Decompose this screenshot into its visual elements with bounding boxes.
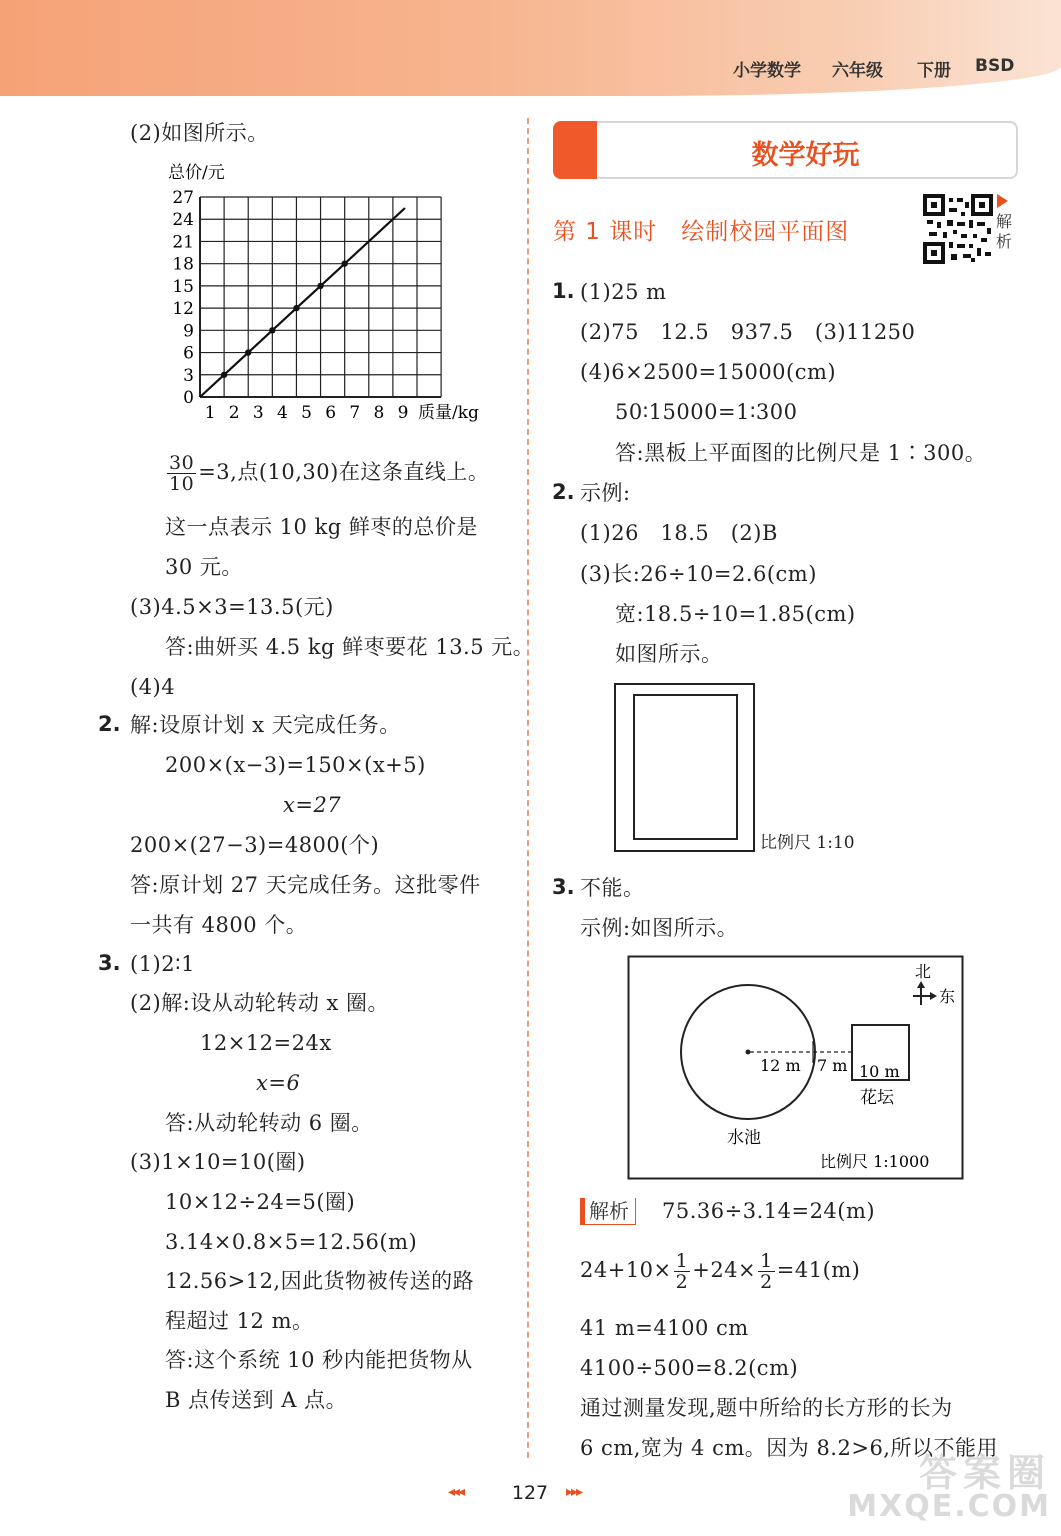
fraction-half-2: $\frac{1}{2}$: [760, 1250, 773, 1293]
header-subject: 小学数学: [733, 61, 801, 81]
chart-note-1: $\frac{30}{10}$ =3,点(10,30)在这条直线上。: [169, 452, 490, 495]
dist-12m-label: 12 m: [760, 1056, 801, 1075]
x-tick-label: 3: [252, 403, 264, 423]
play-icon: [997, 194, 1008, 208]
q3-line12: B 点传送到 A 点。: [165, 1388, 348, 1412]
analysis-tag: 解析: [580, 1198, 636, 1225]
chart-y-label: 总价/元: [168, 163, 225, 183]
q2-number: 2.: [98, 712, 121, 736]
analysis-line2: 24+10× $\frac{1}{2}$ +24× $\frac{1}{2}$ =41(m): [580, 1250, 861, 1293]
q3-line5: 答:从动轮转动 6 圈。: [165, 1111, 373, 1135]
chart-data-point: [221, 372, 227, 378]
r-q2-line3: (3)长:26÷10=2.6(cm): [580, 562, 817, 586]
east-label: 东: [939, 987, 956, 1006]
q3-line10: 程超过 12 m。: [165, 1309, 314, 1333]
analysis-line5: 通过测量发现,题中所给的长方形的长为: [580, 1396, 953, 1420]
y-tick-label: 9: [183, 321, 194, 342]
q1-part3: (3)4.5×3=13.5(元): [130, 595, 334, 619]
x-tick-label: 6: [325, 403, 337, 423]
q3-line8: 3.14×0.8×5=12.56(m): [165, 1230, 418, 1254]
analysis-line6: 6 cm,宽为 4 cm。因为 8.2>6,所以不能用: [580, 1436, 998, 1460]
q3-line11: 答:这个系统 10 秒内能把货物从: [165, 1348, 473, 1372]
fig2-scale-label: 比例尺 1:1000: [820, 1152, 930, 1171]
q2-line3: x=27: [283, 793, 342, 817]
section-header-box: [553, 121, 1018, 179]
header-volume: 下册: [917, 61, 951, 81]
east-arrow-icon: [930, 992, 937, 1000]
chart-data-point: [341, 260, 347, 266]
y-tick-label: 12: [172, 299, 194, 320]
flower-bed-label: 花坛: [860, 1088, 894, 1108]
chart-data-point: [317, 283, 323, 289]
qr-code-icon[interactable]: [923, 194, 993, 264]
r-q1-line4: 50∶15000=1∶300: [615, 400, 798, 424]
section-title: 数学好玩: [751, 140, 860, 171]
side-10m-label: 10 m: [859, 1062, 900, 1081]
q2-line5: 答:原计划 27 天完成任务。这批零件: [130, 873, 481, 897]
next-page-arrows-icon[interactable]: ▸▸▸: [566, 1484, 582, 1500]
x-tick-label: 7: [349, 403, 361, 423]
page-number: 127: [511, 1482, 549, 1504]
x-tick-label: 2: [228, 403, 240, 423]
header-grade: 六年级: [832, 61, 883, 81]
blackboard-inner-rect: [633, 694, 738, 840]
pool-center: [746, 1050, 751, 1055]
q3-line7: 10×12÷24=5(圈): [165, 1190, 356, 1214]
r-q1-line5: 答:黑板上平面图的比例尺是 1∶300。: [615, 441, 987, 465]
q1-part4: (4)4: [130, 675, 176, 699]
q3-number: 3.: [98, 951, 121, 975]
q3-line9: 12.56>12,因此货物被传送的路: [165, 1269, 475, 1293]
x-tick-label: 1: [204, 403, 216, 423]
r-q1-line1: (1)25 m: [580, 280, 667, 304]
north-arrow-icon: [917, 981, 925, 988]
column-divider: [527, 118, 529, 1458]
q2-line6: 一共有 4800 个。: [130, 913, 308, 937]
analysis-line3: 41 m=4100 cm: [580, 1316, 749, 1340]
chart-note-3: 30 元。: [165, 555, 243, 579]
chart-note-2: 这一点表示 10 kg 鲜枣的总价是: [165, 515, 478, 539]
y-tick-label: 3: [183, 365, 194, 386]
north-label: 北: [915, 962, 932, 981]
q2-line2: 200×(x−3)=150×(x+5): [165, 753, 426, 777]
q3-line6: (3)1×10=10(圈): [130, 1150, 306, 1174]
q3-line4: x=6: [256, 1071, 301, 1095]
r-q2-line1: 示例:: [580, 481, 631, 505]
x-tick-label: 4: [277, 403, 288, 423]
y-tick-label: 15: [172, 276, 194, 297]
watermark: 答案圈 MXQE.COM: [847, 1451, 1051, 1524]
r-q3-number: 3.: [552, 875, 575, 899]
q2-line4: 200×(27−3)=4800(个): [130, 833, 380, 857]
analysis-line4: 4100÷500=8.2(cm): [580, 1356, 799, 1380]
fig1-scale-label: 比例尺 1:10: [760, 833, 855, 853]
chart-series-line: [200, 208, 405, 397]
x-tick-label: 8: [373, 403, 385, 423]
y-tick-label: 24: [172, 210, 194, 231]
q1-part2: (2)如图所示。: [130, 121, 269, 145]
header-band: [0, 0, 1061, 96]
campus-plan-figure: [627, 955, 965, 1181]
y-tick-label: 18: [172, 254, 194, 275]
y-tick-label: 0: [183, 388, 194, 408]
prev-page-arrows-icon[interactable]: ◂◂◂: [448, 1484, 464, 1500]
qr-label: 解析: [996, 212, 1013, 251]
pool-label: 水池: [727, 1128, 761, 1148]
lesson-title: 第 1 课时 绘制校园平面图: [553, 219, 850, 245]
y-tick-label: 21: [172, 232, 194, 253]
r-q3-line2: 示例:如图所示。: [580, 916, 739, 940]
r-q2-line2: (1)26 18.5 (2)B: [580, 521, 778, 545]
y-tick-label: 27: [172, 188, 194, 208]
analysis-line1: 75.36÷3.14=24(m): [662, 1199, 876, 1223]
q3-line3: 12×12=24x: [200, 1031, 332, 1055]
q2-line1: 解:设原计划 x 天完成任务。: [130, 713, 401, 737]
chart-data-point: [293, 305, 299, 311]
chart-x-ticks: [205, 403, 409, 423]
fraction-30-10: $\frac{30}{10}$: [169, 452, 195, 495]
r-q2-line4: 宽:18.5÷10=1.85(cm): [615, 602, 856, 626]
chart-data-point: [269, 327, 275, 333]
x-tick-label: 5: [301, 403, 312, 423]
fraction-half-1: $\frac{1}{2}$: [675, 1250, 689, 1293]
r-q1-line3: (4)6×2500=15000(cm): [580, 360, 837, 384]
chart-x-label: 质量/kg: [418, 403, 479, 423]
q3-line2: (2)解:设从动轮转动 x 圈。: [130, 991, 390, 1015]
q3-line1: (1)2∶1: [130, 952, 195, 976]
r-q1-number: 1.: [552, 279, 575, 303]
q1-part3-answer: 答:曲妍买 4.5 kg 鲜枣要花 13.5 元。: [165, 635, 535, 659]
chart-data-point: [245, 349, 251, 355]
dist-7m-label: 7 m: [817, 1056, 848, 1075]
r-q3-line1: 不能。: [580, 876, 645, 900]
y-tick-label: 6: [183, 343, 194, 364]
header-edition: BSD: [975, 56, 1015, 76]
r-q2-number: 2.: [552, 480, 575, 504]
chart-y-ticks: [172, 188, 194, 408]
r-q1-line2: (2)75 12.5 937.5 (3)11250: [580, 320, 916, 344]
r-q2-line5: 如图所示。: [615, 642, 723, 666]
x-tick-label: 9: [397, 403, 409, 423]
chart-grid: [200, 197, 441, 397]
price-line-chart: [160, 152, 520, 432]
